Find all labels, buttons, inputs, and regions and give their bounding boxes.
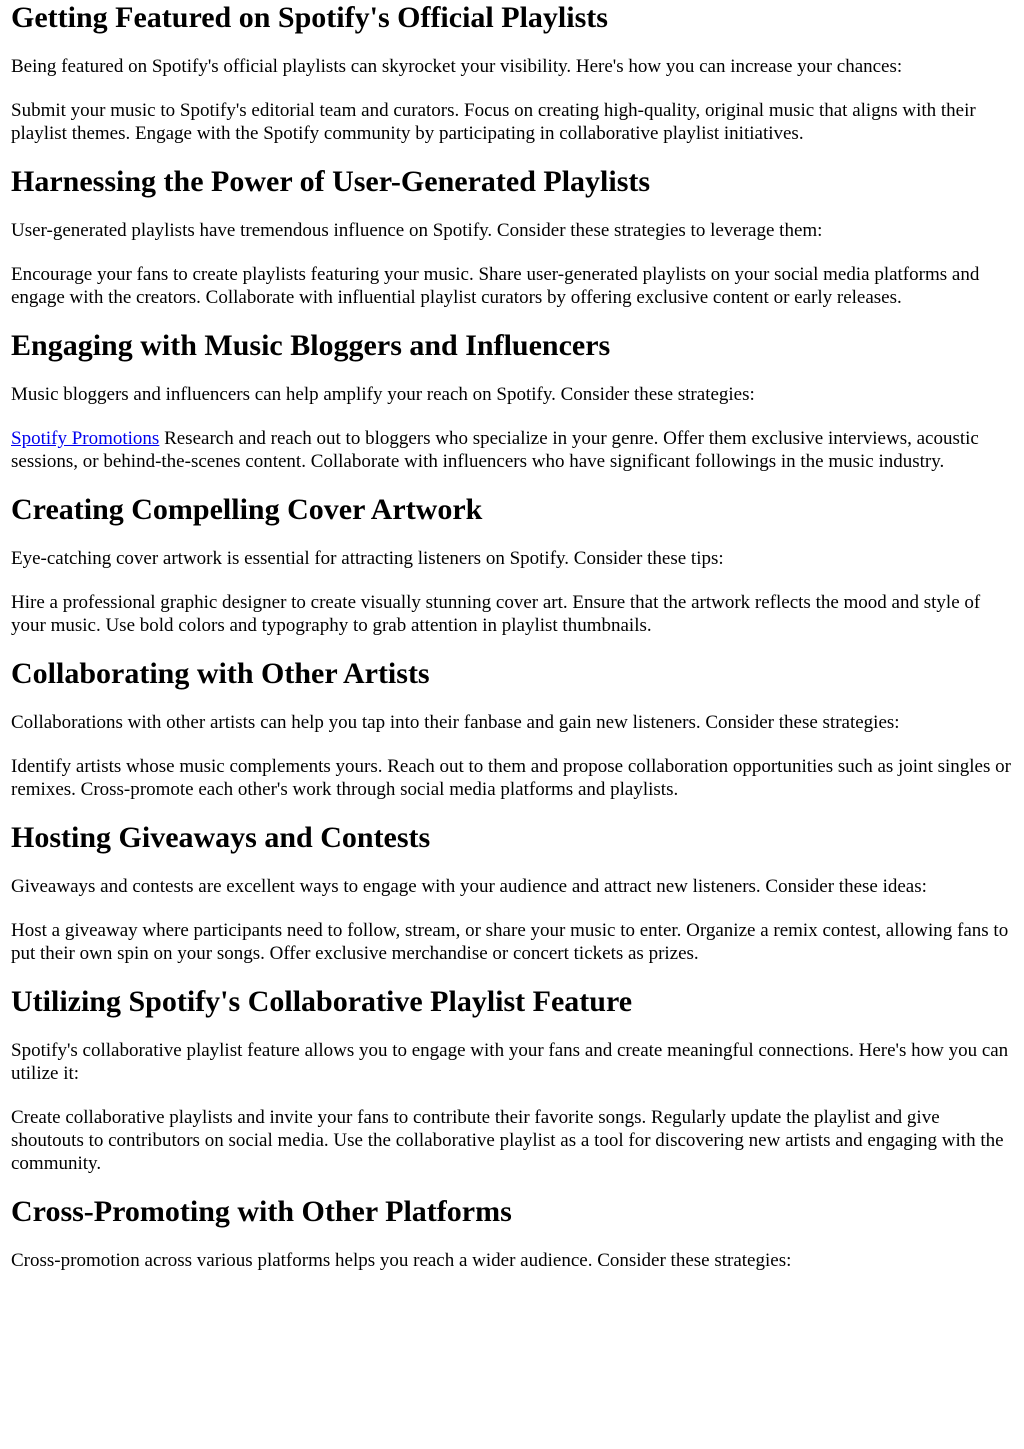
section-heading: Getting Featured on Spotify's Official Playlists (11, 1, 608, 34)
section-body (11, 427, 1013, 473)
section-heading: Creating Compelling Cover Artwork (11, 493, 483, 526)
section-intro: Eye-catching cover artwork is essential for attracting listeners on Spotify. Consider these tips: (11, 548, 724, 569)
spotify-promotions-link[interactable]: Spotify Promotions (11, 428, 160, 449)
section-body: Create collaborative playlists and invite your fans to contribute their favorite songs. Regularly update the playlist and give shoutouts to contributors on social media. Use the collaborative playlist as a tool for discovering new artists and engaging with the community. (11, 1107, 1004, 1174)
article (0, 1, 1024, 1272)
section-body: Identify artists whose music complements yours. Reach out to them and propose collaboration opportunities such as joint singles or remixes. Cross-promote each other's work through social media platforms and playlists. (11, 756, 1011, 800)
section-body: Submit your music to Spotify's editorial team and curators. Focus on creating high-quality, original music that aligns with their playlist themes. Engage with the Spotify community by participating in collaborative playlist initiatives. (11, 100, 976, 144)
section-heading: Utilizing Spotify's Collaborative Playlist Feature (11, 985, 633, 1018)
section-body: Host a giveaway where participants need to follow, stream, or share your music to enter. Organize a remix contest, allowing fans to put their own spin on your songs. Offer exclusive merchandise or concert tickets as prizes. (11, 920, 1009, 964)
section-intro: Giveaways and contests are excellent ways to engage with your audience and attract new listeners. Consider these ideas: (11, 876, 927, 897)
section-heading: Harnessing the Power of User-Generated Playlists (11, 165, 651, 198)
section-intro: User-generated playlists have tremendous influence on Spotify. Consider these strategies to leverage them: (11, 220, 823, 241)
section-heading: Engaging with Music Bloggers and Influencers (11, 329, 611, 362)
section-intro: Spotify's collaborative playlist feature allows you to engage with your fans and create meaningful connections. Here's how you can utilize it: (11, 1040, 1009, 1084)
section-intro: Cross-promotion across various platforms helps you reach a wider audience. Consider these strategies: (11, 1250, 792, 1271)
section-heading: Cross-Promoting with Other Platforms (11, 1195, 512, 1228)
section-intro: Music bloggers and influencers can help amplify your reach on Spotify. Consider these strategies: (11, 384, 755, 405)
section-intro: Collaborations with other artists can help you tap into their fanbase and gain new listeners. Consider these strategies: (11, 712, 900, 733)
section-body: Hire a professional graphic designer to create visually stunning cover art. Ensure that the artwork reflects the mood and style of your music. Use bold colors and typography to grab attention in playlist thumbnails. (11, 592, 981, 636)
section-intro: Being featured on Spotify's official playlists can skyrocket your visibility. Here's how you can increase your chances: (11, 56, 903, 77)
section-heading: Collaborating with Other Artists (11, 657, 430, 690)
section-heading: Hosting Giveaways and Contests (11, 821, 431, 854)
section-body: Encourage your fans to create playlists featuring your music. Share user-generated playlists on your social media platforms and engage with the creators. Collaborate with influential playlist curators by offering exclusive content or early releases. (11, 264, 980, 308)
section-body-text: Research and reach out to bloggers who specialize in your genre. Offer them exclusive interviews, acoustic sessions, or behind-the-scenes content. Collaborate with influencers who have significant followings in the music industry. (11, 428, 979, 472)
